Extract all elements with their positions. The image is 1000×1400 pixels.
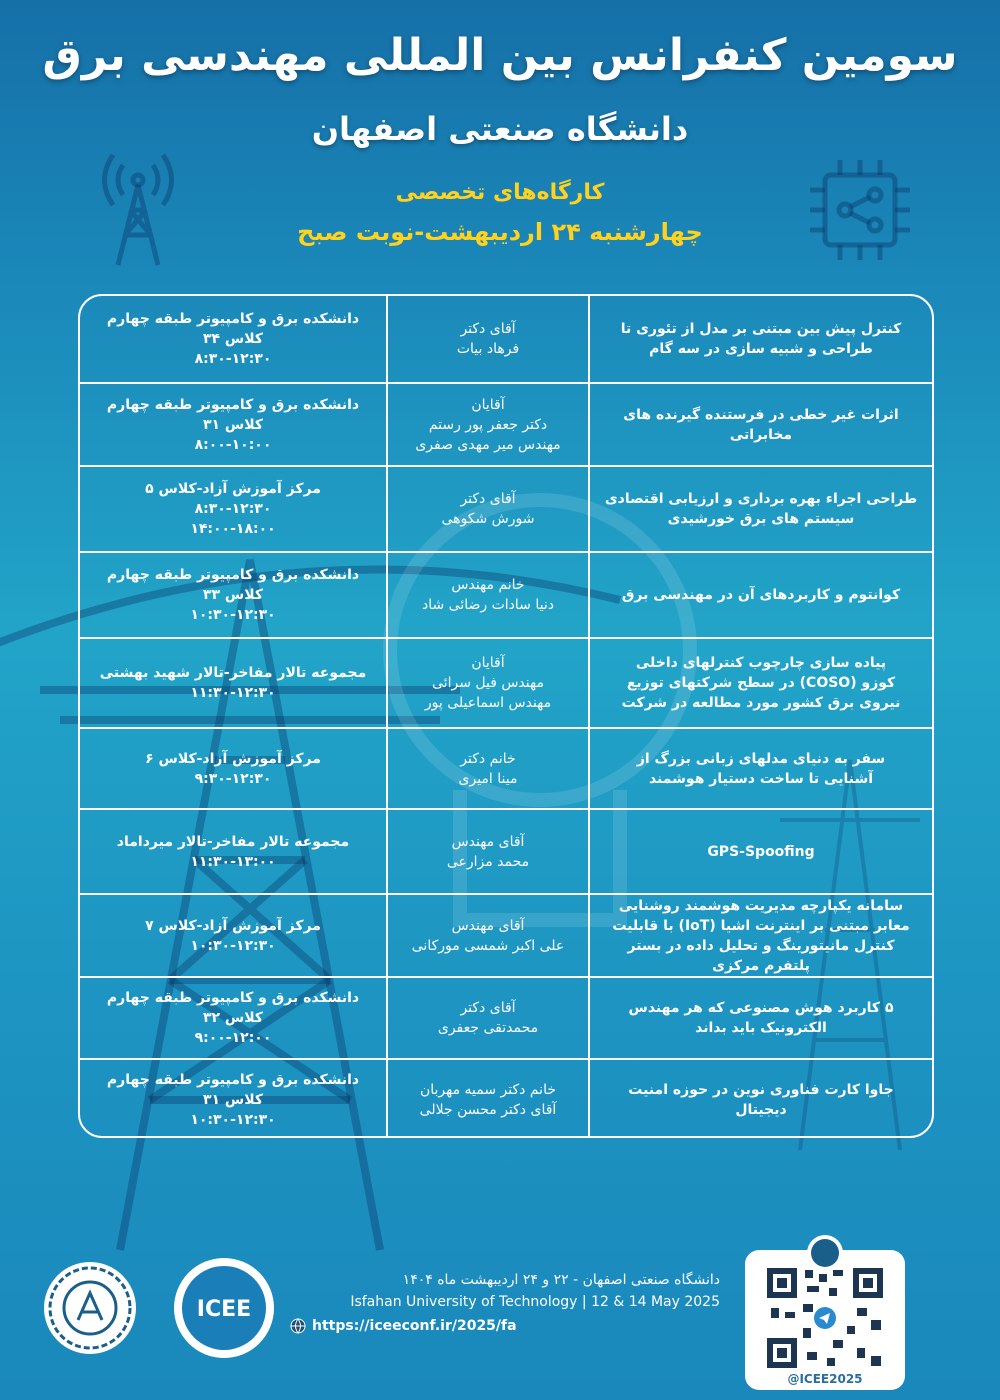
workshop-presenter	[386, 553, 588, 637]
workshop-presenter-line: خانم دکتر سمیه مهربان	[419, 1082, 556, 1098]
workshop-topic-line: معابر مبتنی بر اینترنت اشیا (IoT) با قابلیت	[612, 917, 910, 934]
workshop-location-line: ۱۱:۳۰-۱۳:۰۰	[190, 853, 276, 870]
workshop-location-line: ۱۰:۳۰-۱۲:۳۰	[190, 1112, 276, 1128]
workshop-topic	[588, 810, 932, 893]
workshop-location	[80, 553, 386, 637]
workshop-topic-line: طراحی و شبیه سازی در سه گام	[649, 341, 873, 357]
workshop-location-line: دانشکده برق و کامپیوتر طبقه چهارم	[106, 990, 360, 1006]
workshop-row	[80, 551, 932, 637]
workshop-location-line: ۸:۰۰-۱۰:۰۰	[194, 436, 272, 453]
antenna-icon	[88, 150, 188, 270]
workshop-presenter	[386, 639, 588, 727]
workshop-topic-line: اثرات غیر خطی در فرستنده گیرنده های	[623, 406, 899, 423]
workshop-location-line: مرکز آموزش آزاد-کلاس ۵	[145, 481, 321, 497]
workshop-topic-line: GPS-Spoofing	[707, 843, 815, 860]
workshop-topic-line: سامانه یکپارچه مدیریت هوشمند روشنایی	[618, 897, 904, 914]
workshop-location-line: مجموعه تالار مفاخر-تالار شهید بهشتی	[99, 665, 367, 681]
workshop-location-line: کلاس ۳۲	[202, 1010, 264, 1026]
qr-code-icon[interactable]	[767, 1268, 883, 1368]
workshop-presenter-line: آقای دکتر	[460, 1000, 516, 1016]
workshop-presenter	[386, 810, 588, 893]
workshop-location-line: دانشکده برق و کامپیوتر طبقه چهارم	[106, 396, 360, 413]
workshop-topic-line: کوانتوم و کاربردهای آن در مهندسی برق	[621, 587, 901, 603]
workshop-table	[78, 294, 934, 1138]
university-name: دانشگاه صنعتی اصفهان	[311, 110, 689, 148]
workshop-presenter-line: دکتر جعفر پور رستم	[428, 416, 548, 433]
workshop-location	[80, 467, 386, 551]
workshop-row	[80, 976, 932, 1058]
workshop-row	[80, 893, 932, 976]
conference-logo-icon	[172, 1256, 276, 1360]
workshop-topic-line: دیجیتال	[735, 1102, 787, 1118]
workshop-location-line: دانشکده برق و کامپیوتر طبقه چهارم	[106, 311, 360, 327]
workshop-presenter-line: مهندس فیل سرائی	[432, 675, 544, 691]
footer-date-fa: دانشگاه صنعتی اصفهان - ۲۲ و ۲۴ اردیبهشت ماه ۱۴۰۴	[402, 1272, 720, 1288]
workshop-topic-line: نیروی برق کشور مورد مطالعه در شرکت	[621, 695, 901, 711]
workshop-topic-line: جاوا کارت فناوری نوین در حوزه امنیت	[628, 1082, 894, 1098]
workshop-location	[80, 296, 386, 382]
workshop-presenter-line: محمد مزارعی	[446, 853, 530, 870]
footer-url-row[interactable]	[290, 1318, 720, 1334]
workshop-presenter-line: مهندس میر مهدی صفری	[415, 436, 561, 453]
workshop-topic-line: ۵ کاربرد هوش مصنوعی که هر مهندس	[628, 1000, 894, 1016]
conference-title: سومین کنفرانس بین المللی مهندسی برق	[42, 30, 958, 81]
workshop-location-line: ۹:۳۰-۱۲:۳۰	[194, 770, 272, 787]
workshop-location-line: مجموعه تالار مفاخر-تالار میرداماد	[116, 833, 350, 850]
workshop-presenter	[386, 384, 588, 465]
workshop-location-line: مرکز آموزش آزاد-کلاس ۶	[145, 750, 321, 767]
workshop-location-line: ۱۴:۰۰-۱۸:۰۰	[190, 521, 276, 537]
footer-url[interactable]: https://iceeconf.ir/2025/fa	[312, 1318, 517, 1334]
workshop-presenter	[386, 1060, 588, 1138]
workshop-topic	[588, 978, 932, 1058]
workshop-presenter	[386, 978, 588, 1058]
workshop-presenter-line: آقای دکتر	[460, 321, 516, 337]
workshop-location-line: ۱۰:۳۰-۱۲:۳۰	[190, 937, 276, 954]
workshop-topic	[588, 296, 932, 382]
workshop-topic-line: سیستم های برق خورشیدی	[667, 511, 855, 527]
workshop-presenter-line: مهندس اسماعیلی پور	[424, 695, 552, 711]
workshop-location-line: دانشکده برق و کامپیوتر طبقه چهارم	[106, 567, 360, 583]
workshop-location-line: ۹:۰۰-۱۲:۰۰	[194, 1030, 272, 1046]
session-date-heading: چهارشنبه ۲۴ اردیبهشت-نوبت صبح	[297, 218, 703, 246]
workshop-presenter-line: آقای مهندس	[451, 833, 525, 850]
workshop-row	[80, 808, 932, 893]
workshop-topic	[588, 467, 932, 551]
workshop-topic-line: الکترونیک باید بداند	[695, 1020, 827, 1036]
workshop-topic	[588, 384, 932, 465]
workshop-topic-line: کنترل مانیتورینگ و تحلیل داده در بستر	[627, 937, 895, 954]
globe-icon	[290, 1318, 306, 1334]
workshop-location-line: کلاس ۳۱	[202, 1092, 264, 1108]
workshop-row	[80, 637, 932, 727]
workshop-presenter	[386, 729, 588, 808]
workshop-location	[80, 384, 386, 465]
workshop-presenter	[386, 895, 588, 976]
workshop-location	[80, 639, 386, 727]
workshop-presenter-line: دنیا سادات رضائی شاد	[422, 597, 554, 613]
workshop-location-line: ۸:۳۰-۱۲:۳۰	[194, 501, 272, 517]
workshop-presenter-line: خانم دکتر	[460, 750, 516, 767]
workshops-heading: کارگاه‌های تخصصی	[395, 180, 605, 205]
workshop-location	[80, 729, 386, 808]
workshop-topic	[588, 895, 932, 976]
workshop-topic-line: طراحی اجراء بهره برداری و ارزیابی اقتصادی	[604, 491, 918, 507]
workshop-topic-line: کنترل پیش بین مبتنی بر مدل از تئوری تا	[620, 321, 902, 337]
workshop-location-line: ۱۱:۳۰-۱۲:۳۰	[190, 685, 276, 701]
university-seal-icon	[40, 1258, 140, 1358]
workshop-presenter-line: آقای مهندس	[451, 917, 525, 934]
workshop-presenter-line: محمدتقی جعفری	[437, 1020, 539, 1036]
conference-logo-text: ICEE	[196, 1297, 252, 1322]
workshop-location	[80, 1060, 386, 1138]
workshop-presenter-line: شورش شکوهی	[441, 511, 535, 527]
workshop-presenter-line: مینا امیری	[458, 770, 518, 787]
workshop-topic	[588, 1060, 932, 1138]
qr-badge-icon	[806, 1234, 844, 1272]
workshop-topic	[588, 639, 932, 727]
workshop-topic-line: کوزو (COSO) در سطح شرکتهای توزیع	[626, 675, 896, 691]
workshop-presenter	[386, 467, 588, 551]
workshop-location	[80, 895, 386, 976]
workshop-location	[80, 810, 386, 893]
workshop-presenter	[386, 296, 588, 382]
workshop-row	[80, 727, 932, 808]
workshop-row	[80, 296, 932, 382]
workshop-presenter-line: فرهاد بیات	[456, 341, 520, 357]
workshop-presenter-line: آقای دکتر	[460, 491, 516, 507]
workshop-topic	[588, 553, 932, 637]
workshop-location-line: مرکز آموزش آزاد-کلاس ۷	[145, 917, 321, 934]
workshop-location-line: کلاس ۳۴	[202, 331, 264, 347]
footer-date-en: Isfahan University of Technology | 12 & 14 May 2025	[350, 1294, 720, 1310]
qr-handle: @ICEE2025	[787, 1372, 863, 1386]
workshop-location-line: دانشکده برق و کامپیوتر طبقه چهارم	[106, 1072, 360, 1088]
workshop-location-line: ۸:۳۰-۱۲:۳۰	[194, 351, 272, 367]
workshop-presenter-line: آقایان	[471, 396, 505, 413]
workshop-location-line: ۱۰:۳۰-۱۲:۳۰	[190, 607, 276, 623]
workshop-topic-line: پلتفرم مرکزی	[712, 957, 810, 974]
workshop-row	[80, 1058, 932, 1138]
workshop-row	[80, 465, 932, 551]
workshop-presenter-line: علی اکبر شمسی مورکانی	[411, 937, 565, 954]
workshop-location	[80, 978, 386, 1058]
workshop-topic-line: مخابراتی	[729, 426, 793, 443]
chip-share-icon	[800, 150, 920, 270]
workshop-topic-line: سفر به دنیای مدلهای زبانی بزرگ از	[636, 750, 886, 767]
workshop-topic-line: آشنایی تا ساخت دستیار هوشمند	[648, 770, 874, 787]
workshop-presenter-line: خانم مهندس	[451, 577, 525, 593]
workshop-location-line: کلاس ۳۳	[202, 587, 264, 603]
workshop-presenter-line: آقای دکتر محسن جلالی	[419, 1102, 557, 1118]
workshop-topic	[588, 729, 932, 808]
workshop-topic-line: پیاده سازی چارچوب کنترلهای داخلی	[635, 655, 887, 671]
workshop-presenter-line: آقایان	[471, 655, 505, 671]
workshop-location-line: کلاس ۳۱	[202, 416, 264, 433]
workshop-row	[80, 382, 932, 465]
